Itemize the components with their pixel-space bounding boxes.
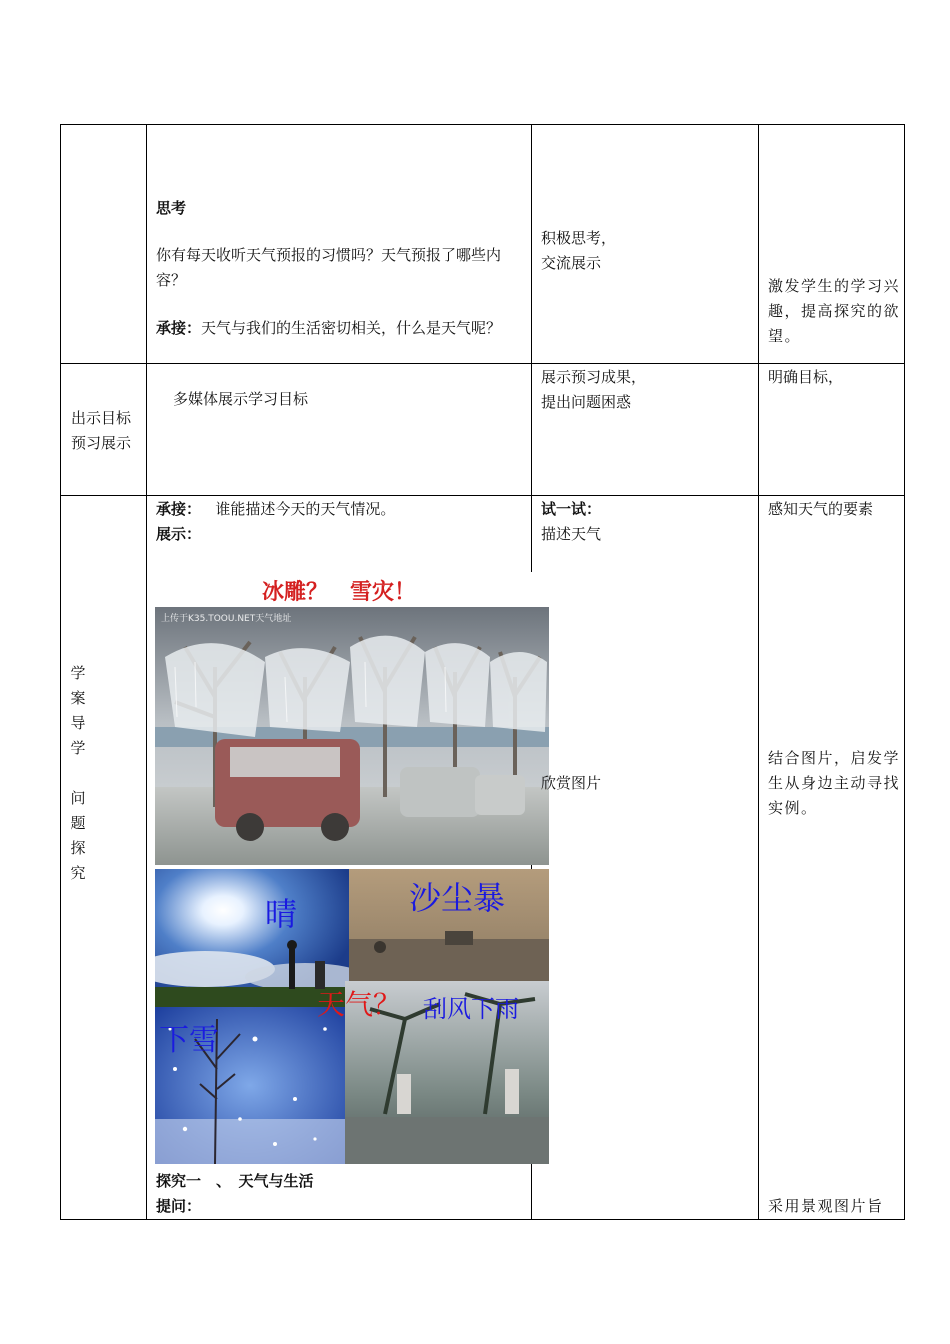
col-divider-2a <box>531 124 532 572</box>
ask-label: 提问： <box>156 1197 202 1215</box>
row-divider-1 <box>60 363 905 364</box>
stage-vertical-label: 学 案 导 学 问 题 探 究 <box>70 664 86 882</box>
ice-caption: 冰雕？ 雪灾！ <box>262 580 417 605</box>
enjoy-pictures: 欣赏图片 <box>541 774 602 792</box>
student-activity-line-2: 交流展示 <box>541 254 602 272</box>
transition-paragraph <box>156 316 526 341</box>
show-label: 展示： <box>156 525 202 543</box>
student-preview-line-1: 展示预习成果， <box>541 368 647 386</box>
ice-storm-photo <box>155 607 549 865</box>
transition-text: 天气与我们的生活密切相关，什么是天气呢？ <box>201 319 502 337</box>
transition-label: 承接： <box>156 319 202 337</box>
table-border-bottom <box>60 1219 905 1220</box>
col-divider-1 <box>146 124 147 1220</box>
weather-question-label: 天气？ <box>317 988 402 1021</box>
snow-label: 下雪 <box>159 1023 219 1058</box>
forecast-question: 你有每天收听天气预报的习惯吗？天气预报了哪些内容？ <box>156 246 502 289</box>
design-intent-perceive: 感知天气的要素 <box>768 500 874 518</box>
design-intent-1: 激发学生的学习兴趣，提高探究的欲望。 <box>768 277 901 345</box>
multimedia-goals: 多媒体展示学习目标 <box>173 390 309 408</box>
table-border-top <box>60 124 905 125</box>
transition-question-text: 谁能描述今天的天气情况。 <box>215 500 396 518</box>
student-activity-line-1: 积极思考， <box>541 229 617 247</box>
table-border-right <box>904 124 905 1220</box>
transition-label-2: 承接： <box>156 500 202 518</box>
sandstorm-label: 沙尘暴 <box>409 879 506 917</box>
explore-title: 探究一 、 天气与生活 <box>156 1172 314 1190</box>
design-intent-2: 明确目标， <box>768 368 844 386</box>
col-divider-3 <box>758 124 759 1220</box>
photo-watermark: 上传于K35.TOOU.NET天气地址 <box>161 614 292 624</box>
transition-question <box>156 497 395 522</box>
try-label: 试一试： <box>541 500 602 518</box>
sunny-label: 晴 <box>265 895 298 933</box>
think-heading: 思考 <box>156 199 187 217</box>
design-intent-adopt: 采用景观图片旨 <box>768 1197 884 1215</box>
storm-label: 刮风下雨 <box>423 995 519 1023</box>
try-text: 描述天气 <box>541 525 602 543</box>
stage-label-line-1: 出示目标 <box>71 409 132 427</box>
row-divider-2 <box>60 495 905 496</box>
weather-collage <box>155 869 549 1164</box>
table-border-left <box>60 124 61 1220</box>
design-intent-combine: 结合图片，启发学生从身边主动寻找实例。 <box>768 749 901 817</box>
student-preview-line-2: 提出问题困惑 <box>541 393 632 411</box>
stage-label-line-2: 预习展示 <box>71 434 132 452</box>
